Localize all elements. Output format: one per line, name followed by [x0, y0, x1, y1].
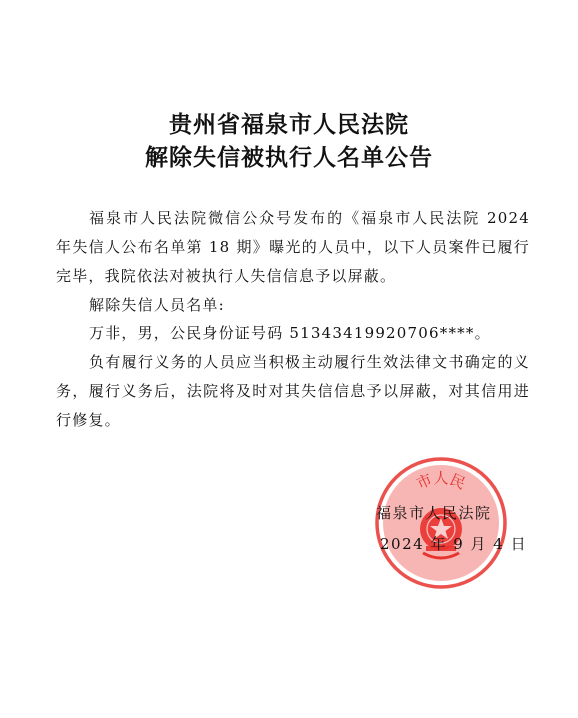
person-entry: 万非，男，公民身份证号码 51343419920706****。 [89, 324, 491, 342]
seal-arc-text: 市人民 [413, 469, 469, 493]
intro-paragraph: 福泉市人民法院微信公众号发布的《福泉市人民法院 2024 年失信人公布名单第 18 期》曝光的人员中，以下人员案件已履行完毕，我院依法对被执行人失信信息予以屏蔽。 [56, 209, 530, 285]
list-heading: 解除失信人员名单: [89, 296, 225, 314]
announcement-title: 解除失信被执行人名单公告 [145, 144, 433, 171]
court-title: 贵州省福泉市人民法院 [169, 111, 409, 138]
signature-date: 2024 年 9 月 4 日 [380, 535, 528, 553]
obligation-paragraph: 负有履行义务的人员应当积极主动履行生效法律文书确定的义务，履行义务后，法院将及时对其失信信息予以屏蔽，对其信用进行修复。 [56, 353, 530, 429]
signature-court: 福泉市人民法院 [376, 504, 492, 522]
court-seal [374, 456, 508, 590]
